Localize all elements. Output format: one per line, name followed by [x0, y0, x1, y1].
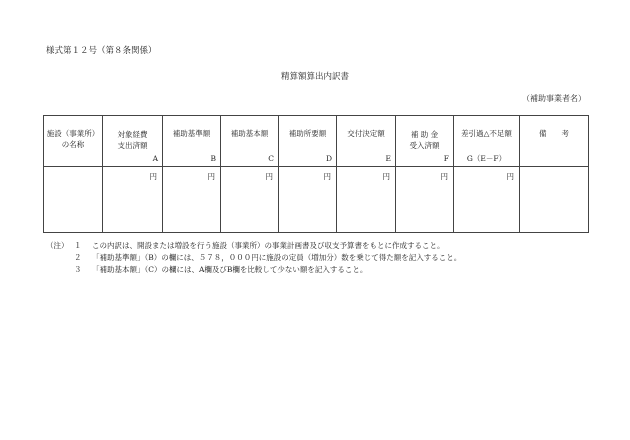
note-item [46, 264, 461, 276]
header-target-expenses [103, 116, 163, 167]
header-letter: D [325, 154, 332, 163]
header-letter: F [443, 154, 449, 163]
unit-yen: 円 [382, 172, 390, 181]
cell-balance[interactable] [454, 167, 520, 233]
unit-yen: 円 [440, 172, 448, 181]
notes-section [46, 240, 461, 276]
header-subsidy-basic [221, 116, 279, 167]
header-label: 補助基本額 [230, 129, 269, 138]
cell-subsidy-required[interactable] [279, 167, 337, 233]
header-label: 補 助 金 受入済額 [409, 130, 440, 150]
note-item [46, 240, 461, 252]
table-header-row [44, 116, 589, 167]
cell-grant-decision[interactable] [337, 167, 396, 233]
header-letter: E [385, 154, 391, 163]
unit-yen: 円 [149, 172, 157, 181]
header-remarks [520, 116, 589, 167]
applicant-name-label: （補助事業者名） [522, 94, 586, 103]
header-label: 補助基準額 [172, 129, 211, 138]
header-label: 対象経費 支出済額 [117, 130, 148, 150]
cell-subsidy-standard[interactable] [163, 167, 221, 233]
header-letter: G（E－F） [466, 154, 507, 163]
header-grant-decision [337, 116, 396, 167]
header-subsidy-received [396, 116, 454, 167]
header-letter: C [268, 154, 274, 163]
cell-subsidy-received[interactable] [396, 167, 454, 233]
header-balance [454, 116, 520, 167]
header-subsidy-required [279, 116, 337, 167]
table-row [44, 167, 589, 233]
header-label: 補助所要額 [288, 129, 327, 138]
header-letter: A [152, 154, 158, 163]
header-label: 施設（事業所） の名称 [46, 129, 100, 149]
header-letter: B [210, 154, 216, 163]
calculation-table [43, 115, 589, 233]
notes-prefix: （注） [46, 241, 69, 250]
unit-yen: 円 [265, 172, 273, 181]
header-label: 備 考 [539, 129, 569, 138]
cell-subsidy-basic[interactable] [221, 167, 279, 233]
note-number: １ [74, 241, 82, 250]
header-subsidy-standard [163, 116, 221, 167]
note-text: 「補助基本額」（C）の欄には、A欄及びB欄を比較して少ない額を記入すること。 [92, 265, 368, 274]
note-number: ３ [74, 265, 82, 274]
form-number: 様式第１２号（第８条関係） [46, 46, 157, 56]
note-text: この内訳は、開設または増設を行う施設（事業所）の事業計画書及び収支予算書をもとに作成すること。 [92, 241, 445, 250]
note-item [46, 252, 461, 264]
cell-facility-name[interactable] [44, 167, 103, 233]
header-label: 差引過△不足額 [461, 129, 512, 138]
header-facility-name [44, 116, 103, 167]
note-text: 「補助基準額」（B）の欄には、５７８，０００円に施設の定員（増加分）数を乗じて得た額を記入すること。 [92, 253, 462, 262]
unit-yen: 円 [207, 172, 215, 181]
cell-remarks[interactable] [520, 167, 589, 233]
unit-yen: 円 [323, 172, 331, 181]
cell-target-expenses[interactable] [103, 167, 163, 233]
document-title: 精算額算出内訳書 [280, 72, 349, 82]
unit-yen: 円 [506, 172, 514, 181]
note-number: ２ [74, 253, 82, 262]
header-label: 交付決定額 [347, 129, 385, 138]
